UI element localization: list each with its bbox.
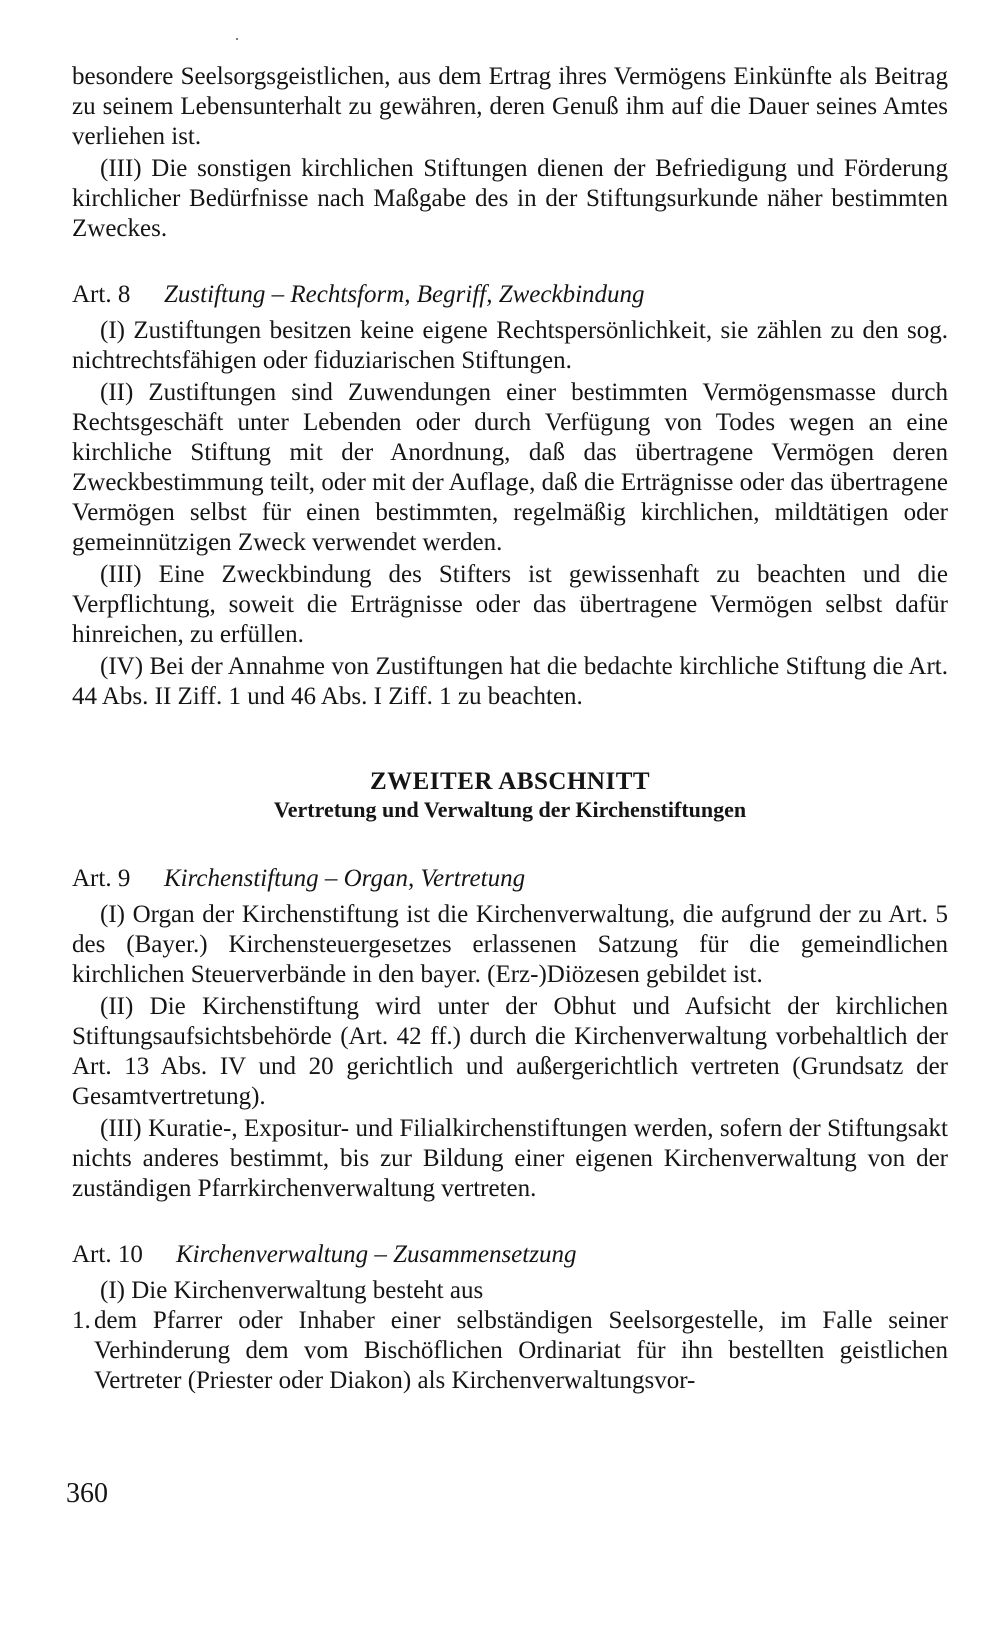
art8-heading: [72, 280, 948, 310]
art9-title: Kirchenstiftung – Organ, Vertretung: [164, 865, 526, 892]
section-heading: [72, 768, 948, 824]
list-item-text: dem Pfarrer oder Inhaber einer selbständigen Seelsorgestelle, im Falle seiner Verhinderung dem vom Bischöflichen Ordinariat für ihn bestellten geistlichen Vertreter (Priester oder Diakon) als Kirchenverwaltungsvor-: [94, 1307, 948, 1394]
art9-paragraph-3: (III) Kuratie-, Expositur- und Filialkirchenstiftungen werden, sofern der Stiftungsakt nichts anderes bestimmt, bis zur Bildung einer eigenen Kirchenverwaltung von der zuständigen Pfarrkirchenverwaltung vertreten.: [72, 1115, 948, 1202]
art10-paragraph-1: (I) Die Kirchenverwaltung besteht aus: [100, 1277, 484, 1304]
art7-paragraph-3: (III) Die sonstigen kirchlichen Stiftungen dienen der Befriedigung und Förderung kirchlicher Bedürfnisse nach Maßgabe des in der Stiftungsurkunde näher bestimmten Zweckes.: [72, 155, 948, 242]
art9-number: Art. 9: [72, 865, 131, 892]
art8-title: Zustiftung – Rechtsform, Begriff, Zweckbindung: [164, 281, 645, 308]
art9-paragraph-2: (II) Die Kirchenstiftung wird unter der Obhut und Aufsicht der kirchlichen Stiftungsaufsichtsbehörde (Art. 42 ff.) durch die Kirchenverwaltung vorbehaltlich der Art. 13 Abs. IV und 20 gerichtlich und außergerichtlich vertreten (Grundsatz der Gesamtvertretung).: [72, 993, 948, 1110]
page-body: [72, 62, 948, 1396]
section-subtitle: Vertretung und Verwaltung der Kirchenstiftungen: [273, 797, 747, 822]
art10-number: Art. 10: [72, 1241, 143, 1268]
list-item-number: 1.: [72, 1307, 91, 1334]
art8-number: Art. 8: [72, 281, 131, 308]
art10-title: Kirchenverwaltung – Zusammensetzung: [176, 1241, 577, 1268]
art9-heading: [72, 864, 948, 894]
art7-continuation-text: besondere Seelsorgsgeistlichen, aus dem Ertrag ihres Vermögens Einkünfte als Beitrag zu seinem Lebensunterhalt zu gewähren, deren Genuß ihm auf die Dauer seines Amtes verliehen ist.: [72, 63, 948, 150]
list-item: [72, 1306, 948, 1396]
art8-paragraph-1: (I) Zustiftungen besitzen keine eigene Rechtspersönlichkeit, sie zählen zu den sog. nichtrechtsfähigen oder fiduziarischen Stiftungen.: [72, 317, 948, 374]
art10-heading: [72, 1240, 948, 1270]
art8-paragraph-3: (III) Eine Zweckbindung des Stifters ist gewissenhaft zu beachten und die Verpflichtung, soweit die Erträgnisse oder das übertragene Vermögen selbst dafür hinreichen, zu erfüllen.: [72, 561, 948, 648]
page-number: 360: [66, 1478, 108, 1509]
art9-paragraph-1: (I) Organ der Kirchenstiftung ist die Kirchenverwaltung, die aufgrund der zu Art. 5 des (Bayer.) Kirchensteuergesetzes erlassenen Satzung für die gemeindlichen kirchlichen Steuerverbände in den bayer. (Erz-)Diözesen gebildet ist.: [72, 901, 948, 988]
art8-paragraph-2: (II) Zustiftungen sind Zuwendungen einer bestimmten Vermögensmasse durch Rechtsgeschäft unter Lebenden oder durch Verfügung von Todes wegen an eine kirchliche Stiftung mit der Anordnung, daß das übertragene Vermögen deren Zweckbestimmung teilt, oder mit der Auflage, daß die Erträgnisse oder das übertragene Vermögen selbst für einen bestimmten, regelmäßig kirchlichen, mildtätigen oder gemeinnützigen Zweck verwendet werden.: [72, 379, 948, 556]
section-title: ZWEITER ABSCHNITT: [369, 768, 651, 795]
art8-paragraph-4: (IV) Bei der Annahme von Zustiftungen hat die bedachte kirchliche Stiftung die Art. 44 Abs. II Ziff. 1 und 46 Abs. I Ziff. 1 zu beachten.: [72, 653, 948, 710]
scan-speck: [236, 38, 238, 40]
